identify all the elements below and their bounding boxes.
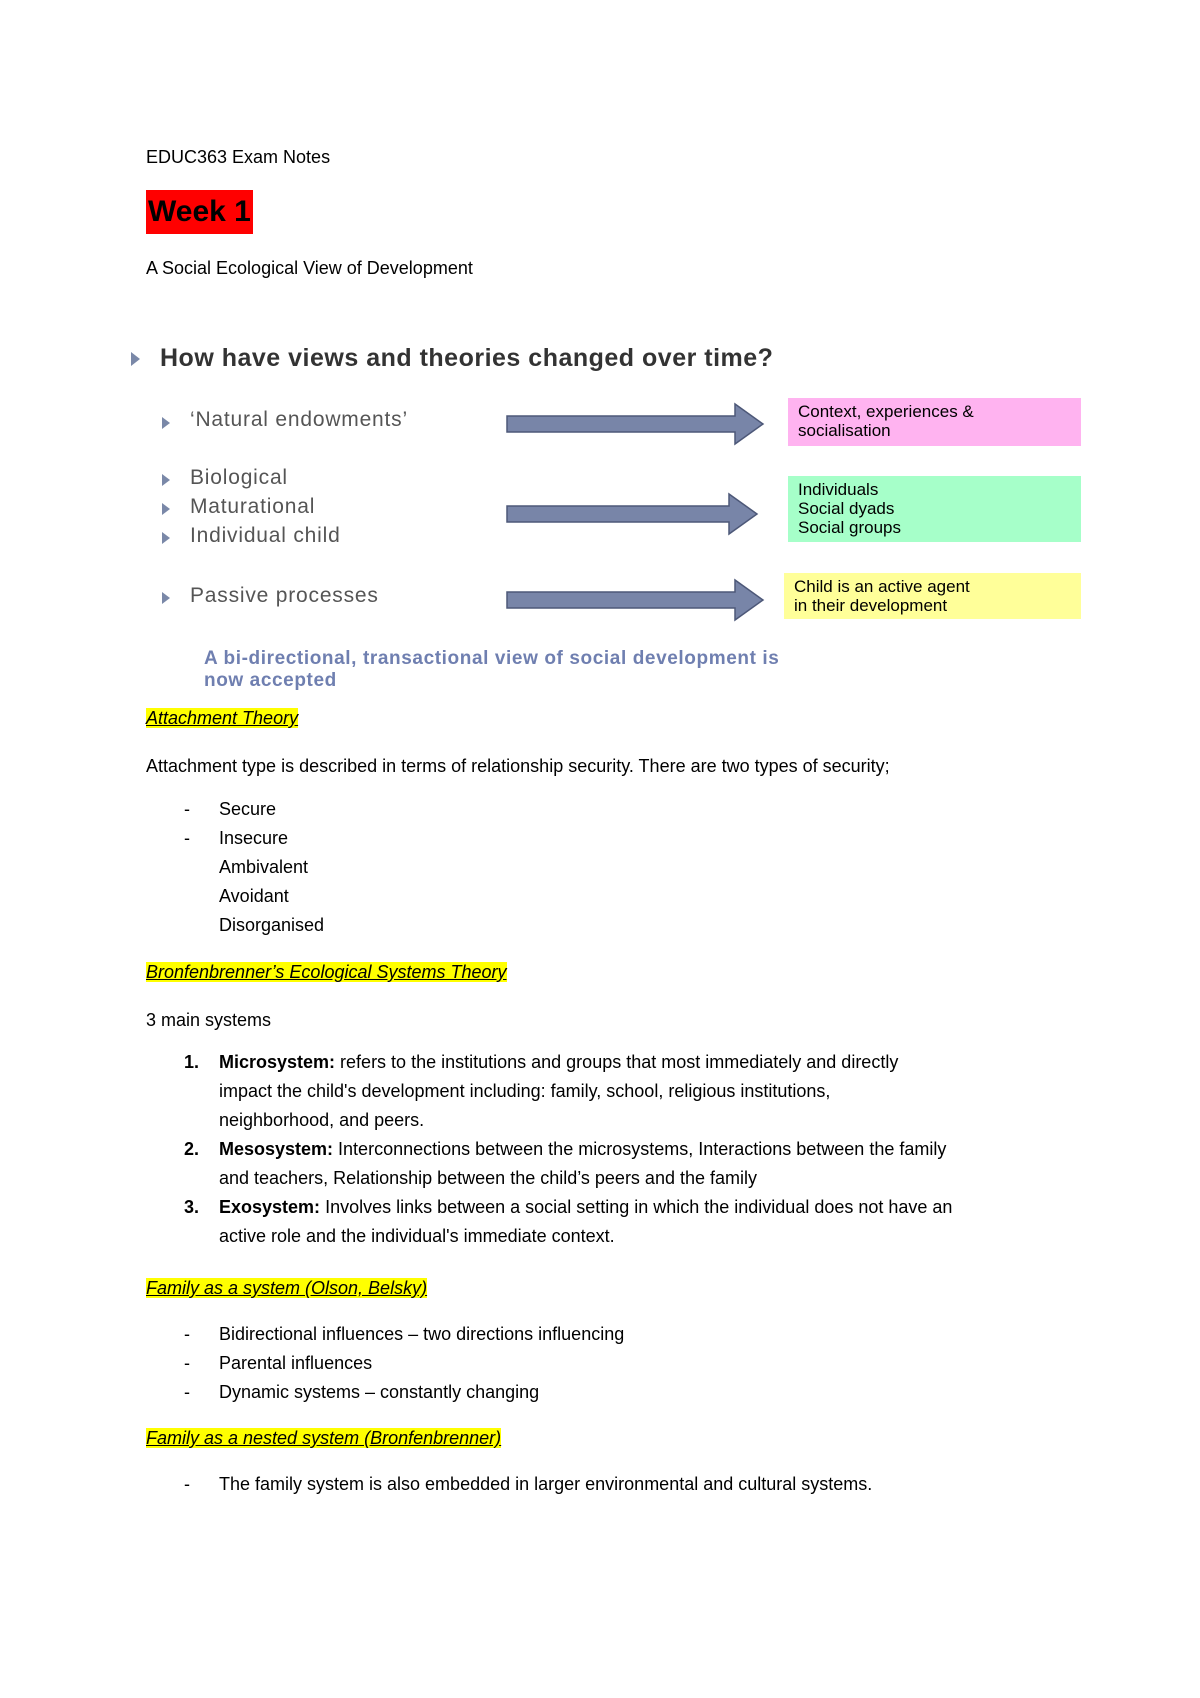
list-subitem: Avoidant xyxy=(219,886,289,906)
slide-item: Individual child xyxy=(190,524,341,547)
bronfenbrenner-section xyxy=(146,962,507,983)
list-item: 3. Exosystem: Involves links between a social setting in which the individual does not have an active role and the individual's immediate context. xyxy=(184,1197,953,1246)
box-line: socialisation xyxy=(798,421,891,440)
list-item: - The family system is also embedded in larger environmental and cultural systems. xyxy=(184,1474,873,1494)
bullet-triangle-icon xyxy=(162,503,170,515)
bullet-triangle-icon xyxy=(162,417,170,429)
list-subitem: Disorganised xyxy=(219,915,325,935)
list-item: - Insecure xyxy=(184,828,289,848)
systems-intro: 3 main systems xyxy=(146,1010,272,1030)
box-line: Social groups xyxy=(798,518,902,537)
family-system-heading: Family as a system (Olson, Belsky) xyxy=(146,1278,428,1298)
attachment-intro: Attachment type is described in terms of relationship security. There are two types of security; xyxy=(146,756,890,776)
attachment-section xyxy=(146,708,298,729)
box-line: Child is an active agent xyxy=(794,577,970,596)
nested-system-heading: Family as a nested system (Bronfenbrenner) xyxy=(146,1428,502,1448)
list-subitem: Ambivalent xyxy=(219,857,309,877)
nested-system-section xyxy=(146,1428,501,1449)
nested-system-list xyxy=(146,1470,872,1499)
attachment-heading: Attachment Theory xyxy=(146,708,299,728)
attachment-list xyxy=(146,795,324,940)
slide-conclusion xyxy=(204,648,1064,692)
week-heading: Week 1 xyxy=(146,190,253,234)
list-item: - Dynamic systems – constantly changing xyxy=(184,1382,540,1402)
list-item: - Secure xyxy=(184,799,277,819)
box-line: Social dyads xyxy=(798,499,895,518)
conclusion-line: now accepted xyxy=(204,670,337,691)
list-item: - Parental influences xyxy=(184,1353,373,1373)
right-arrow-icon xyxy=(505,492,761,536)
outcome-box-agent xyxy=(784,573,1081,619)
box-line: Individuals xyxy=(798,480,879,499)
family-system-list xyxy=(146,1320,624,1407)
box-line: in their development xyxy=(794,596,948,615)
list-item: 2. Mesosystem: Interconnections between the microsystems, Interactions between the family and teachers, Relationship between the child’s peers and the family xyxy=(184,1139,947,1188)
slide-item: Passive processes xyxy=(190,584,379,607)
outcome-box-context xyxy=(788,398,1081,446)
list-item: - Bidirectional influences – two directions influencing xyxy=(184,1324,625,1344)
slide-item: Biological xyxy=(190,466,288,489)
bronfenbrenner-heading: Bronfenbrenner’s Ecological Systems Theory xyxy=(146,962,507,982)
right-arrow-icon xyxy=(505,578,767,622)
document-title: EDUC363 Exam Notes xyxy=(146,147,331,167)
conclusion-line: A bi-directional, transactional view of social development is xyxy=(204,648,780,669)
family-system-section xyxy=(146,1278,427,1299)
outcome-box-social xyxy=(788,476,1081,542)
list-item: 1. Microsystem: refers to the institutions and groups that most immediately and directly impact the child's development including: family, school, religious institutions, neighborhood, and peers. xyxy=(184,1052,899,1130)
slide-item: Maturational xyxy=(190,495,316,518)
bullet-triangle-icon xyxy=(162,474,170,486)
right-arrow-icon xyxy=(505,402,767,446)
slide-item: ‘Natural endowments’ xyxy=(190,408,408,431)
section-subtitle: A Social Ecological View of Development xyxy=(146,258,473,278)
bullet-triangle-icon xyxy=(162,532,170,544)
bullet-triangle-icon xyxy=(162,592,170,604)
box-line: Context, experiences & xyxy=(798,402,974,421)
bullet-triangle-icon xyxy=(131,352,140,366)
systems-list xyxy=(146,1048,1106,1251)
slide-heading: How have views and theories changed over time? xyxy=(160,344,774,372)
